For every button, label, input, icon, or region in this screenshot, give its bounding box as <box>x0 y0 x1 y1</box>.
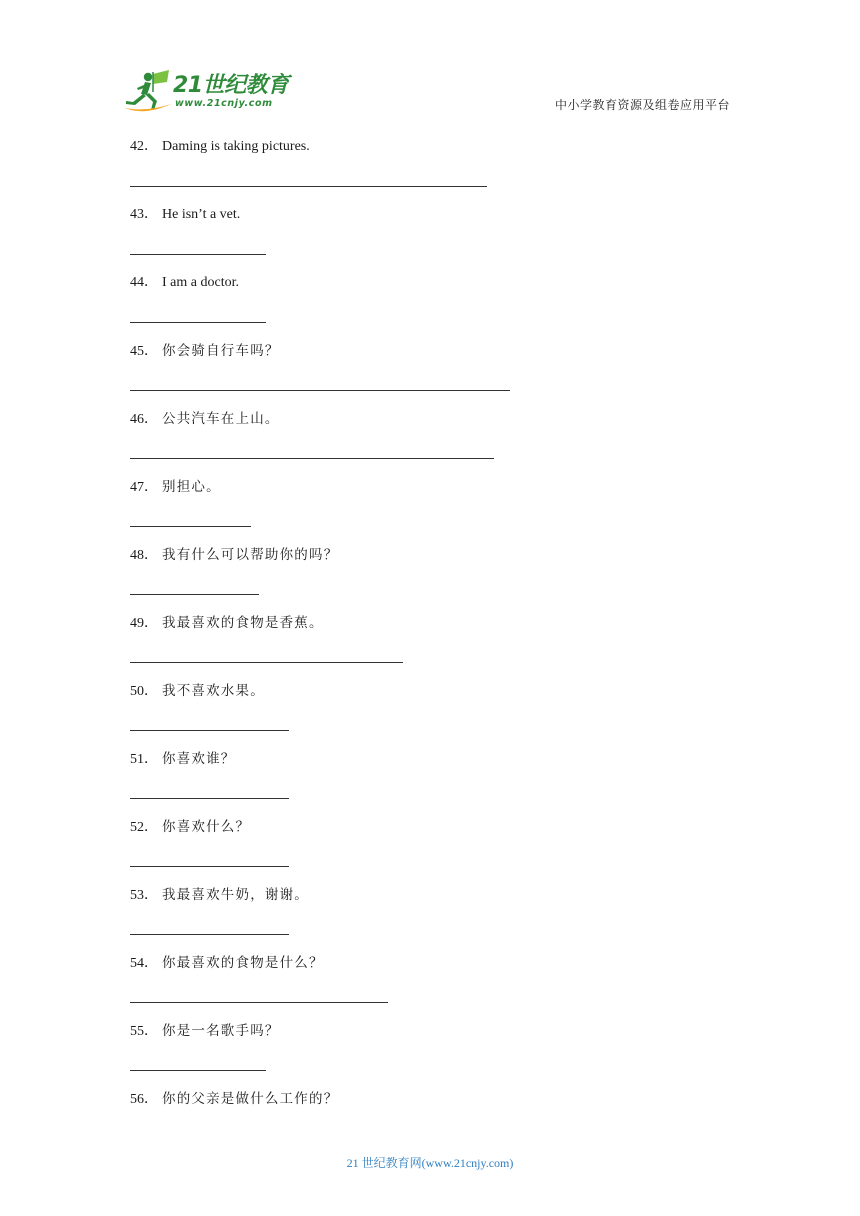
question-prompt: 我不喜欢水果。 <box>162 683 265 699</box>
answer-blank-line[interactable] <box>130 322 266 323</box>
question-number: 55． <box>130 1024 158 1039</box>
question-prompt: I am a doctor. <box>162 275 239 290</box>
question-number: 52． <box>130 820 158 835</box>
question-text <box>130 478 221 497</box>
answer-blank-line[interactable] <box>130 730 289 731</box>
question-text <box>130 274 239 292</box>
question-text <box>130 206 240 224</box>
logo-title: 21世纪教育 <box>173 73 289 98</box>
question-number: 48． <box>130 548 158 563</box>
question-item <box>130 206 750 274</box>
answer-blank-line[interactable] <box>130 594 259 595</box>
question-text <box>130 750 236 769</box>
question-prompt: 我有什么可以帮助你的吗？ <box>162 547 339 563</box>
question-number: 56． <box>130 1092 158 1107</box>
question-item <box>130 342 750 410</box>
question-prompt: 你最喜欢的食物是什么？ <box>162 955 324 971</box>
answer-blank-line[interactable] <box>130 798 289 799</box>
question-item <box>130 274 750 342</box>
answer-blank-line[interactable] <box>130 390 510 391</box>
question-item <box>130 886 750 954</box>
question-number: 49． <box>130 616 158 631</box>
answer-blank-line[interactable] <box>130 254 266 255</box>
question-item <box>130 682 750 750</box>
question-item <box>130 954 750 1022</box>
question-prompt: 你的父亲是做什么工作的？ <box>162 1091 339 1107</box>
answer-blank-line[interactable] <box>130 1070 266 1071</box>
question-item <box>130 546 750 614</box>
question-item <box>130 478 750 546</box>
question-item <box>130 614 750 682</box>
runner-logo-icon <box>123 68 175 116</box>
question-prompt: 你是一名歌手吗？ <box>162 1023 280 1039</box>
answer-blank-line[interactable] <box>130 186 487 187</box>
question-number: 51． <box>130 752 158 767</box>
question-item <box>130 138 750 206</box>
question-prompt: 你会骑自行车吗？ <box>162 343 280 359</box>
question-text <box>130 954 324 973</box>
answer-blank-line[interactable] <box>130 866 289 867</box>
question-number: 54． <box>130 956 158 971</box>
answer-blank-line[interactable] <box>130 662 403 663</box>
question-prompt: 公共汽车在上山。 <box>162 411 280 427</box>
question-text <box>130 614 324 633</box>
question-prompt: 你喜欢谁？ <box>162 751 236 767</box>
question-text <box>130 1022 280 1041</box>
question-list <box>130 138 750 1158</box>
answer-blank-line[interactable] <box>130 934 289 935</box>
question-prompt: Daming is taking pictures. <box>162 139 310 154</box>
question-item <box>130 750 750 818</box>
question-text <box>130 138 310 156</box>
platform-tagline: 中小学教育资源及组卷应用平台 <box>554 98 730 112</box>
question-prompt: 我最喜欢的食物是香蕉。 <box>162 615 324 631</box>
question-number: 53． <box>130 888 158 903</box>
answer-blank-line[interactable] <box>130 458 494 459</box>
question-number: 50． <box>130 684 158 699</box>
site-logo[interactable] <box>123 68 293 116</box>
question-item <box>130 410 750 478</box>
question-text <box>130 886 309 905</box>
question-text <box>130 546 338 565</box>
footer-text[interactable]: 21 世纪教育网(www.21cnjy.com) <box>346 1156 514 1170</box>
question-number: 44． <box>130 275 158 290</box>
question-number: 42． <box>130 139 158 154</box>
question-item <box>130 818 750 886</box>
answer-blank-line[interactable] <box>130 526 251 527</box>
question-prompt: 别担心。 <box>162 479 221 495</box>
question-text <box>130 410 280 429</box>
question-item <box>130 1090 750 1158</box>
page-header <box>0 0 860 130</box>
question-number: 45． <box>130 344 158 359</box>
question-prompt: He isn’t a vet. <box>162 207 241 222</box>
question-text <box>130 682 265 701</box>
question-number: 46． <box>130 412 158 427</box>
question-item <box>130 1022 750 1090</box>
question-text <box>130 1090 338 1109</box>
question-number: 43． <box>130 207 158 222</box>
answer-blank-line[interactable] <box>130 1002 388 1003</box>
question-text <box>130 818 250 837</box>
question-prompt: 我最喜欢牛奶，谢谢。 <box>162 887 309 903</box>
question-number: 47． <box>130 480 158 495</box>
question-prompt: 你喜欢什么？ <box>162 819 251 835</box>
question-text <box>130 342 280 361</box>
logo-url: www.21cnjy.com <box>175 98 273 109</box>
